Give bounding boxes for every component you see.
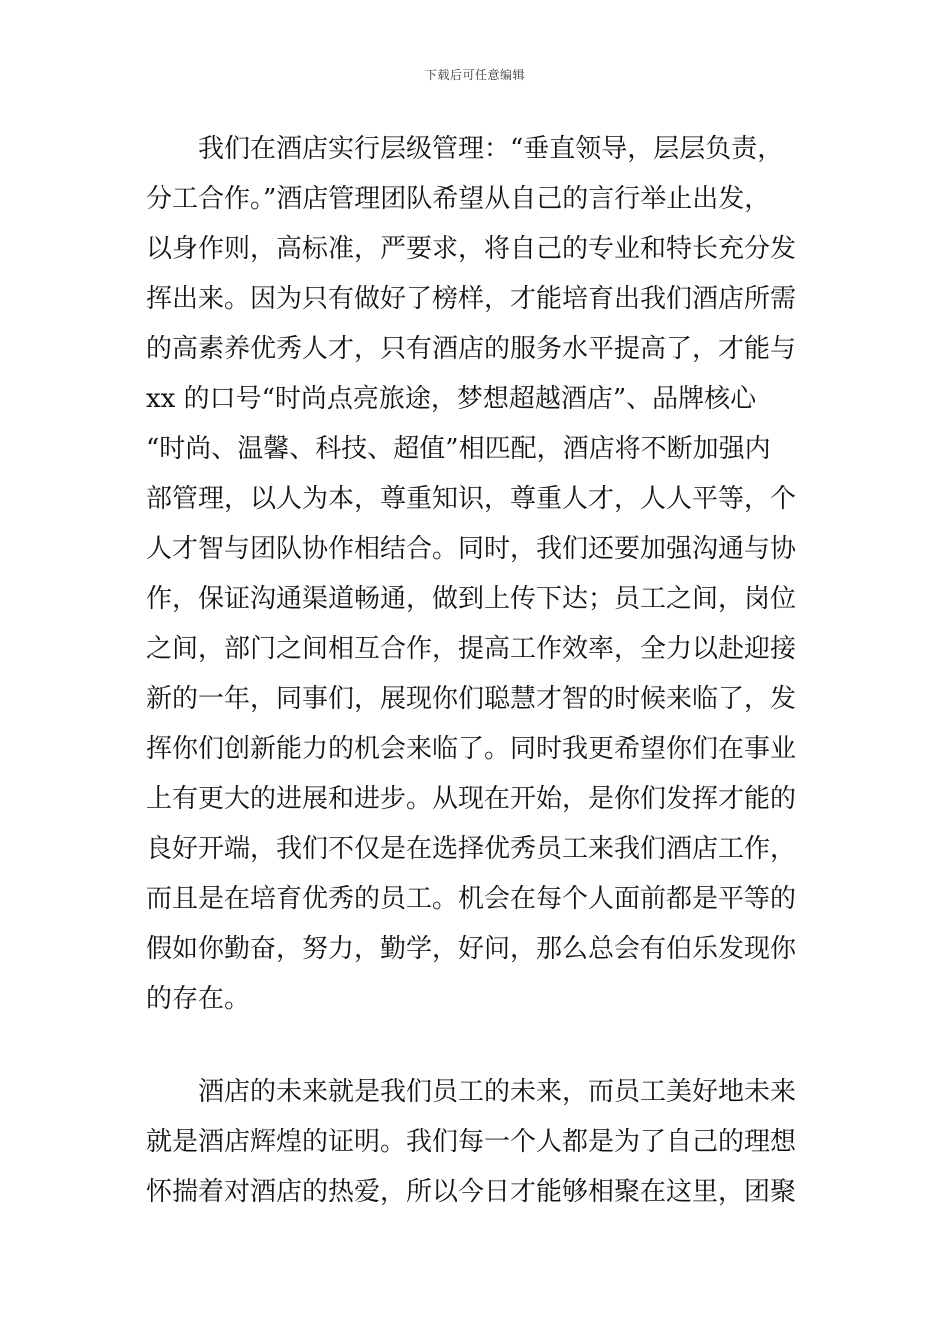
text-line: 部管理，以人为本，尊重知识，尊重人才，人人平等，个 [146, 484, 797, 514]
text-line: 上有更大的进展和进步。从现在开始，是你们发挥才能的 [146, 784, 797, 814]
text-line: 的高素养优秀人才，只有酒店的服务水平提高了，才能与 [146, 334, 797, 364]
text-line: 而且是在培育优秀的员工。机会在每个人面前都是平等的 [146, 884, 797, 914]
text-line: 挥你们创新能力的机会来临了。同时我更希望你们在事业 [146, 734, 797, 764]
text-line: xx 的口号“时尚点亮旅途，梦想超越酒店”、品牌核心 [146, 384, 757, 414]
text-line: 我们在酒店实行层级管理：“垂直领导，层层负责， [198, 134, 784, 164]
text-line: 酒店的未来就是我们员工的未来，而员工美好地未来 [198, 1077, 797, 1107]
paragraph-2 [146, 1067, 806, 1217]
text-line: 挥出来。因为只有做好了榜样，才能培育出我们酒店所需 [146, 284, 797, 314]
text-line: 人才智与团队协作相结合。同时，我们还要加强沟通与协 [146, 534, 797, 564]
text-line: 之间，部门之间相互合作，提高工作效率，全力以赴迎接 [146, 634, 797, 664]
text-line: 作，保证沟通渠道畅通，做到上传下达；员工之间，岗位 [146, 584, 797, 614]
text-line: 怀揣着对酒店的热爱，所以今日才能够相聚在这里，团聚 [146, 1177, 797, 1207]
header-note: 下载后可任意编辑 [424, 68, 525, 82]
text-line: 的存在。 [146, 984, 251, 1014]
paragraph-1 [146, 124, 806, 1024]
text-line: 以身作则，高标准，严要求，将自己的专业和特长充分发 [146, 234, 797, 264]
text-line: 假如你勤奋，努力，勤学，好问，那么总会有伯乐发现你 [146, 934, 797, 964]
text-line: 新的一年，同事们，展现你们聪慧才智的时候来临了，发 [146, 684, 797, 714]
text-line: 就是酒店辉煌的证明。我们每一个人都是为了自己的理想 [146, 1127, 797, 1157]
text-line: 良好开端，我们不仅是在选择优秀员工来我们酒店工作， [146, 834, 797, 864]
text-line: “时尚、温馨、科技、超值”相匹配，酒店将不断加强内 [146, 434, 771, 464]
text-line: 分工合作。”酒店管理团队希望从自己的言行举止出发， [146, 184, 771, 214]
